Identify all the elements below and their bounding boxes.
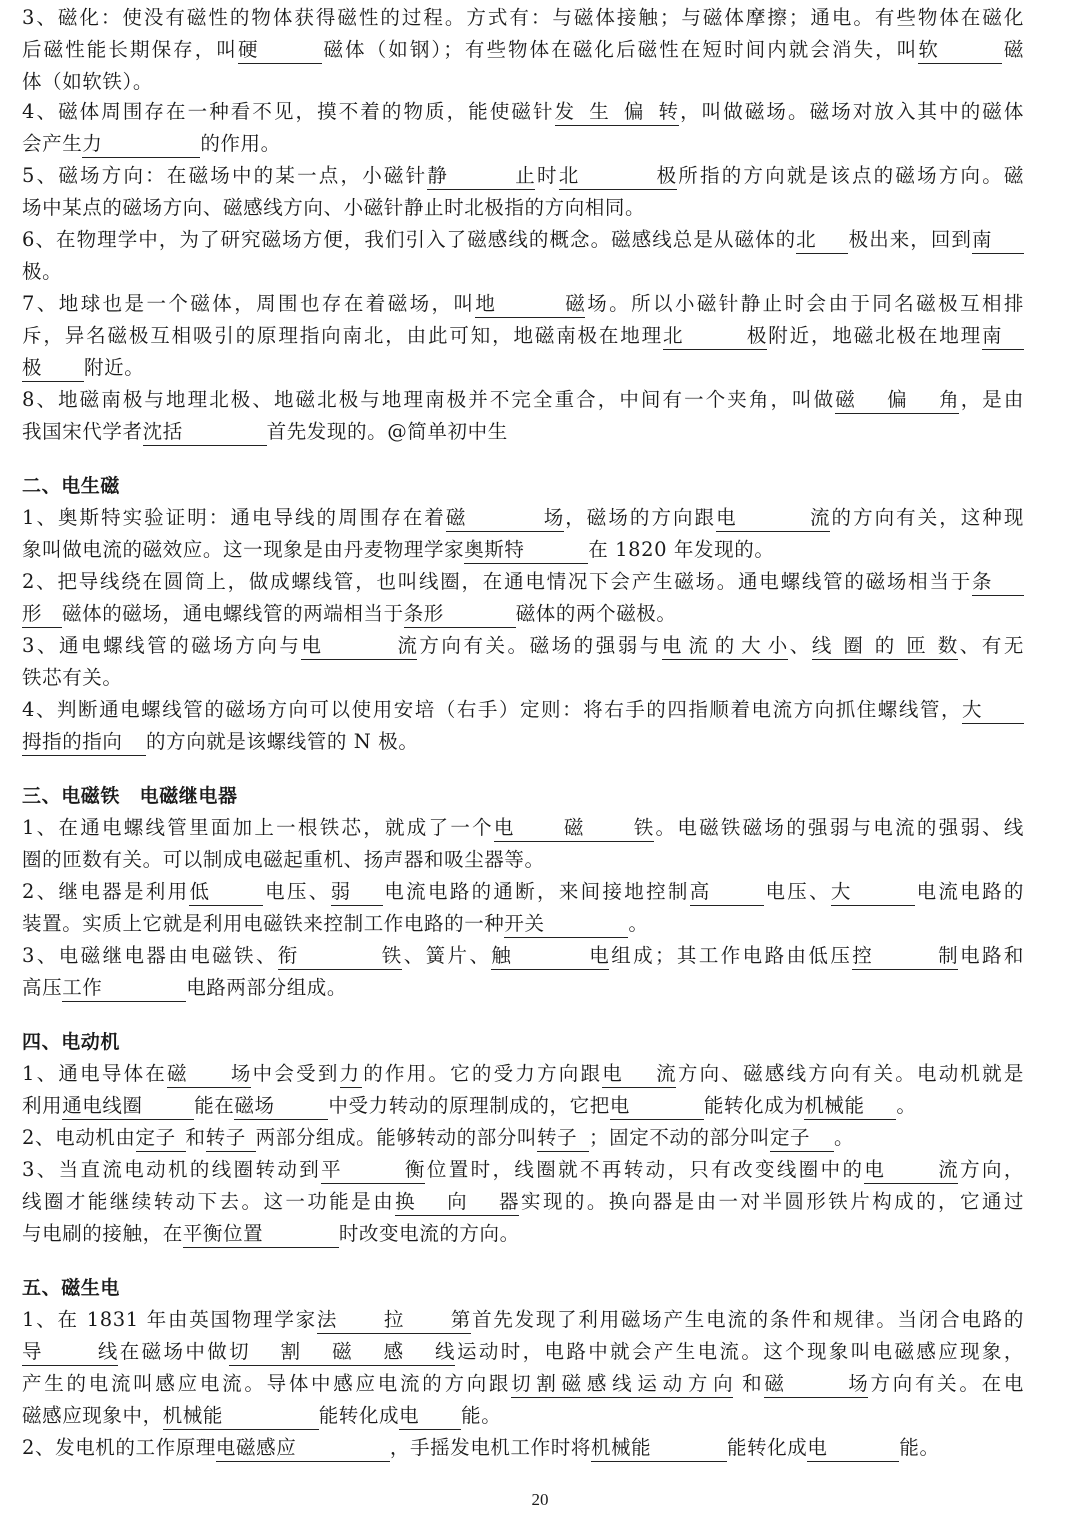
text-run: ，是由 bbox=[959, 388, 1024, 411]
text-run: 7、地球也是一个磁体，周围也存在着磁场，叫 bbox=[22, 292, 476, 315]
fill-in-blank-answer: 拇指的指向 bbox=[22, 729, 146, 756]
text-line bbox=[22, 1186, 1024, 1218]
fill-in-blank-answer: 电流 bbox=[864, 1157, 958, 1184]
text-line bbox=[22, 1368, 1024, 1400]
text-run: 方向有关。磁场的强弱与 bbox=[417, 634, 662, 657]
fill-in-blank-answer: 磁偏角 bbox=[835, 387, 959, 414]
fill-in-blank-answer: 大 bbox=[962, 697, 1024, 724]
text-run: 6、在物理学中，为了研究磁场方便，我们引入了磁感线的概念。磁感线总是从磁体的 bbox=[22, 228, 797, 251]
fill-in-blank-answer: 工作 bbox=[62, 975, 186, 1002]
text-line bbox=[22, 940, 1024, 972]
text-run: 3、磁化：使没有磁性的物体获得磁性的过程。方式有：与磁体接触；与磁体摩擦；通电。有些物体在磁化 bbox=[22, 6, 1024, 29]
text-run: 时 bbox=[535, 164, 559, 187]
text-run: 磁体的两个磁极。 bbox=[515, 602, 677, 625]
fill-in-blank-answer: 大 bbox=[831, 879, 915, 906]
text-run: 方向有关。在电 bbox=[868, 1372, 1024, 1395]
fill-in-blank-answer: 北极 bbox=[663, 323, 767, 350]
text-line bbox=[22, 876, 1024, 908]
text-run: 装置。实质上它就是利用电磁铁来控制工作电路的一种 bbox=[22, 912, 505, 935]
text-line bbox=[22, 96, 1024, 128]
text-run: 8、地磁南极与地理北极、地磁北极与地理南极并不完全重合，中间有一个夹角，叫做 bbox=[22, 388, 836, 411]
text-run: 。 bbox=[896, 1094, 917, 1117]
text-run: 首先发现的。@简单初中生 bbox=[266, 420, 508, 443]
fill-in-blank-answer: 平衡 bbox=[321, 1157, 425, 1184]
text-line bbox=[22, 502, 1024, 534]
fill-in-blank-answer: 高 bbox=[690, 879, 764, 906]
fill-in-blank-answer: 触电 bbox=[491, 943, 609, 970]
fill-in-blank-answer: 力 bbox=[340, 1061, 362, 1088]
text-line bbox=[22, 34, 1024, 66]
text-run: 组成；其工作电路由低压 bbox=[609, 944, 853, 967]
fill-in-blank-answer: 力 bbox=[82, 131, 200, 158]
text-run: 能转化成 bbox=[318, 1404, 400, 1427]
text-line bbox=[22, 662, 1024, 694]
text-run: 能在 bbox=[194, 1094, 235, 1117]
text-run: 电压、 bbox=[263, 880, 331, 903]
fill-in-blank-answer: 控制 bbox=[852, 943, 958, 970]
text-run: 电流电路的 bbox=[914, 880, 1024, 903]
text-line bbox=[22, 352, 1024, 384]
text-run: 二、电生磁 bbox=[22, 475, 121, 497]
text-run: ，叫做磁场。磁场对放入其中的磁体 bbox=[678, 100, 1024, 123]
fill-in-blank-answer: 磁场 bbox=[764, 1371, 868, 1398]
section-heading bbox=[22, 780, 1024, 812]
text-line bbox=[22, 384, 1024, 416]
fill-in-blank-answer: 定子 bbox=[136, 1125, 186, 1152]
text-run: 时改变电流的方向。 bbox=[338, 1222, 520, 1245]
text-run: 1、奥斯特实验证明：通电导线的周围存在着 bbox=[22, 506, 446, 529]
fill-in-blank-answer: 换向器 bbox=[395, 1189, 519, 1216]
fill-in-blank-answer: 南 bbox=[972, 227, 1024, 254]
text-run: 场中某点的磁场方向、磁感线方向、小磁针静止时北极指的方向相同。 bbox=[22, 196, 646, 219]
text-run: 圈的匝数有关。可以制成电磁起重机、扬声器和吸尘器等。 bbox=[22, 848, 545, 871]
text-line bbox=[22, 320, 1024, 352]
fill-in-blank-answer: 沈括 bbox=[143, 419, 267, 446]
text-run: 2、发电机的工作原理 bbox=[22, 1436, 216, 1459]
fill-in-blank-answer: 定子 bbox=[770, 1125, 834, 1152]
text-line bbox=[22, 160, 1024, 192]
text-run: 极。 bbox=[22, 260, 63, 283]
text-run: 4、磁体周围存在一种看不见，摸不着的物质，能使磁针 bbox=[22, 100, 555, 123]
text-line bbox=[22, 416, 1024, 448]
text-run: 高压 bbox=[22, 976, 63, 999]
text-run: 、 bbox=[787, 634, 812, 657]
fill-in-blank-answer: 奥斯特 bbox=[464, 537, 588, 564]
text-run: 利用 bbox=[22, 1094, 63, 1117]
fill-in-blank-answer: 电流 bbox=[301, 633, 417, 660]
text-run: 三、电磁铁 电磁继电器 bbox=[22, 785, 238, 807]
text-line bbox=[22, 1154, 1024, 1186]
text-line bbox=[22, 1122, 1024, 1154]
fill-in-blank-answer: 发生偏转 bbox=[555, 99, 679, 126]
text-run: 附近，地磁北极在地理 bbox=[767, 324, 982, 347]
text-line bbox=[22, 224, 1024, 256]
fill-in-blank-answer: 切割磁感线运动方向 bbox=[511, 1371, 733, 1398]
fill-in-blank-answer: 静止 bbox=[427, 163, 535, 190]
fill-in-blank-answer: 衔铁 bbox=[278, 943, 402, 970]
text-run: 产生的电流叫感应电流。导体中感应电流的方向跟 bbox=[22, 1372, 512, 1395]
text-run: 能转化成 bbox=[726, 1436, 808, 1459]
fill-in-blank-answer: 转子 bbox=[206, 1125, 256, 1152]
text-run: 斥，异名磁极互相吸引的原理指向南北，由此可知，地磁南极在地理 bbox=[22, 324, 664, 347]
text-run: 的作用。它的受力方向跟 bbox=[361, 1062, 603, 1085]
text-line bbox=[22, 1432, 1024, 1464]
fill-in-blank-answer: 北极 bbox=[559, 163, 677, 190]
text-run: 的方向有关，这种现 bbox=[830, 506, 1024, 529]
text-run: 电流电路的通断，来间接地控制 bbox=[382, 880, 690, 903]
text-run: 铁芯有关。 bbox=[22, 666, 123, 689]
fill-in-blank-answer: 机械能 bbox=[804, 1093, 896, 1120]
text-run: ，磁场的方向跟 bbox=[563, 506, 717, 529]
text-run: 、有无 bbox=[957, 634, 1024, 657]
text-line bbox=[22, 128, 1024, 160]
text-line bbox=[22, 66, 1024, 98]
text-run: 4、判断通电螺线管的磁场方向可以使用安培（右手）定则：将右手的四指顺着电流方向抓住螺线管， bbox=[22, 698, 962, 721]
text-run: 5、磁场方向：在磁场中的某一点，小磁针 bbox=[22, 164, 428, 187]
fill-in-blank-answer: 硬 bbox=[238, 37, 322, 64]
fill-in-blank-answer: 电流 bbox=[602, 1061, 676, 1088]
text-run: 象叫做电流的磁效应。这一现象是由丹麦物理学家 bbox=[22, 538, 465, 561]
text-line bbox=[22, 908, 1024, 940]
text-run: 2、电动机由 bbox=[22, 1126, 136, 1149]
text-run: 中受力转动的原理制成的，它把 bbox=[328, 1094, 610, 1117]
text-run: 附近。 bbox=[84, 356, 145, 379]
text-run: 在 1820 年发现的。 bbox=[588, 538, 775, 561]
text-run: 能。 bbox=[899, 1436, 940, 1459]
fill-in-blank-answer: 弱 bbox=[331, 879, 383, 906]
text-line bbox=[22, 694, 1024, 726]
text-line bbox=[22, 1400, 1024, 1432]
fill-in-blank-answer: 切割磁感线 bbox=[229, 1339, 455, 1366]
text-run: 1、在通电螺线管里面加上一根铁芯，就成了一个 bbox=[22, 816, 494, 839]
text-run: 五、磁生电 bbox=[22, 1277, 121, 1299]
text-line bbox=[22, 566, 1024, 598]
text-line bbox=[22, 1058, 1024, 1090]
text-run: 能。 bbox=[461, 1404, 502, 1427]
text-run: 3、通电螺线管的磁场方向与 bbox=[22, 634, 302, 657]
fill-in-blank-answer: 软 bbox=[918, 37, 1002, 64]
fill-in-blank-answer: 低 bbox=[189, 879, 263, 906]
fill-in-blank-answer: 极 bbox=[22, 355, 84, 382]
section-heading bbox=[22, 1272, 1024, 1304]
text-run: 能转化成为 bbox=[703, 1094, 805, 1117]
text-run: 电路两部分组成。 bbox=[186, 976, 348, 999]
fill-in-blank-answer: 磁场 bbox=[167, 1061, 251, 1088]
text-run: 磁体（如钢）；有些物体在磁化后磁性在短时间内就会消失，叫 bbox=[321, 38, 919, 61]
fill-in-blank-answer: 条形 bbox=[404, 601, 516, 628]
text-run: 磁 bbox=[1002, 38, 1024, 61]
text-run: 方向、磁感线方向有关。电动机就是 bbox=[676, 1062, 1024, 1085]
text-run: 实现的。换向器是由一对半圆形铁片构成的，它通过 bbox=[519, 1190, 1024, 1213]
fill-in-blank-answer: 法拉第 bbox=[317, 1307, 471, 1334]
fill-in-blank-answer: 通电线圈 bbox=[62, 1093, 194, 1120]
fill-in-blank-answer: 电磁感应 bbox=[216, 1435, 390, 1462]
text-run: 。 bbox=[628, 912, 649, 935]
text-run: 极出来，回到 bbox=[848, 228, 972, 251]
text-run: 四、电动机 bbox=[22, 1031, 121, 1053]
fill-in-blank-answer: 电 bbox=[610, 1093, 704, 1120]
fill-in-blank-answer: 形 bbox=[22, 601, 62, 628]
text-run: 后磁性能长期保存，叫 bbox=[22, 38, 238, 61]
fill-in-blank-answer: 开关 bbox=[504, 911, 628, 938]
fill-in-blank-answer: 电流的大小 bbox=[662, 633, 788, 660]
text-run: 首先发现了利用磁场产生电流的条件和规律。当闭合电路的 bbox=[470, 1308, 1024, 1331]
fill-in-blank-answer: 电 bbox=[807, 1435, 899, 1462]
fill-in-blank-answer: 电磁铁 bbox=[494, 815, 654, 842]
section-heading bbox=[22, 470, 1024, 502]
text-run: 1、通电导体在 bbox=[22, 1062, 168, 1085]
text-run: 的方向就是该螺线管的 N 极。 bbox=[146, 730, 419, 753]
fill-in-blank-answer: 平衡位置 bbox=[183, 1221, 339, 1248]
text-line bbox=[22, 812, 1024, 844]
text-run: 场。所以小磁针静止时会由于同名磁极互相排 bbox=[585, 292, 1024, 315]
text-run: 在磁场中做 bbox=[118, 1340, 230, 1363]
text-line bbox=[22, 630, 1024, 662]
text-run: 线圈才能继续转动下去。这一功能是由 bbox=[22, 1190, 396, 1213]
page-number: 20 bbox=[531, 1490, 549, 1509]
text-line bbox=[22, 598, 1024, 630]
fill-in-blank-answer: 机械能 bbox=[163, 1403, 319, 1430]
text-run: 中会受到 bbox=[251, 1062, 340, 1085]
text-run: 1、在 1831 年由英国物理学家 bbox=[22, 1308, 317, 1331]
text-line bbox=[22, 726, 1024, 758]
text-run: 位置时，线圈就不再转动，只有改变线圈中的 bbox=[425, 1158, 865, 1181]
text-run: 和 bbox=[185, 1126, 206, 1149]
text-run: 。电磁铁磁场的强弱与电流的强弱、线 bbox=[653, 816, 1025, 839]
text-run: 体（如软铁）。 bbox=[22, 70, 153, 93]
text-line bbox=[22, 1336, 1024, 1368]
text-run: 电压、 bbox=[763, 880, 831, 903]
text-line bbox=[22, 2, 1024, 34]
text-line bbox=[22, 844, 1024, 876]
text-run: 我国宋代学者 bbox=[22, 420, 143, 443]
fill-in-blank-answer: 北 bbox=[796, 227, 848, 254]
text-run: 磁感应现象中， bbox=[22, 1404, 163, 1427]
text-run: ；固定不动的部分叫 bbox=[589, 1126, 770, 1149]
text-run: 3、当直流电动机的线圈转动到 bbox=[22, 1158, 322, 1181]
text-line bbox=[22, 288, 1024, 320]
text-run: 3、电磁继电器由电磁铁、 bbox=[22, 944, 278, 967]
text-run: 2、把导线绕在圆筒上，做成螺线管，也叫线圈，在通电情况下会产生磁场。通电螺线管的磁场相当于 bbox=[22, 570, 972, 593]
text-run: 2、继电器是利用 bbox=[22, 880, 190, 903]
text-run: 和 bbox=[733, 1372, 765, 1395]
text-line bbox=[22, 1218, 1024, 1250]
fill-in-blank-answer: 线圈的匝数 bbox=[812, 633, 958, 660]
fill-in-blank-answer: 磁场 bbox=[234, 1093, 328, 1120]
fill-in-blank-answer: 转子 bbox=[537, 1125, 589, 1152]
fill-in-blank-answer: 南 bbox=[982, 323, 1024, 350]
text-run: 、簧片、 bbox=[401, 944, 492, 967]
text-run: 与电刷的接触，在 bbox=[22, 1222, 183, 1245]
text-line bbox=[22, 972, 1024, 1004]
fill-in-blank-answer: 磁场 bbox=[446, 505, 564, 532]
text-line bbox=[22, 534, 1024, 566]
text-run: 方向， bbox=[958, 1158, 1024, 1181]
text-line bbox=[22, 1304, 1024, 1336]
text-line bbox=[22, 256, 1024, 288]
fill-in-blank-answer: 导线 bbox=[22, 1339, 118, 1366]
fill-in-blank-answer: 条 bbox=[972, 569, 1024, 596]
fill-in-blank-answer: 机械能 bbox=[591, 1435, 727, 1462]
text-run: 所指的方向就是该点的磁场方向。磁 bbox=[676, 164, 1025, 187]
text-run: 两部分组成。能够转动的部分叫 bbox=[255, 1126, 538, 1149]
text-run: 电路和 bbox=[958, 944, 1024, 967]
text-run: ，手摇发电机工作时将 bbox=[389, 1436, 591, 1459]
fill-in-blank-answer: 电流 bbox=[716, 505, 830, 532]
text-run: 会产生 bbox=[22, 132, 83, 155]
section-heading bbox=[22, 1026, 1024, 1058]
fill-in-blank-answer: 电 bbox=[399, 1403, 461, 1430]
text-run: 磁体的磁场，通电螺线管的两端相当于 bbox=[62, 602, 404, 625]
text-line bbox=[22, 192, 1024, 224]
text-run: 的作用。 bbox=[200, 132, 281, 155]
text-line bbox=[22, 1090, 1024, 1122]
text-run: 。 bbox=[833, 1126, 855, 1149]
text-run: 运动时，电路中就会产生电流。这个现象叫电磁感应现象， bbox=[455, 1340, 1024, 1363]
fill-in-blank-answer: 地磁 bbox=[475, 291, 585, 318]
